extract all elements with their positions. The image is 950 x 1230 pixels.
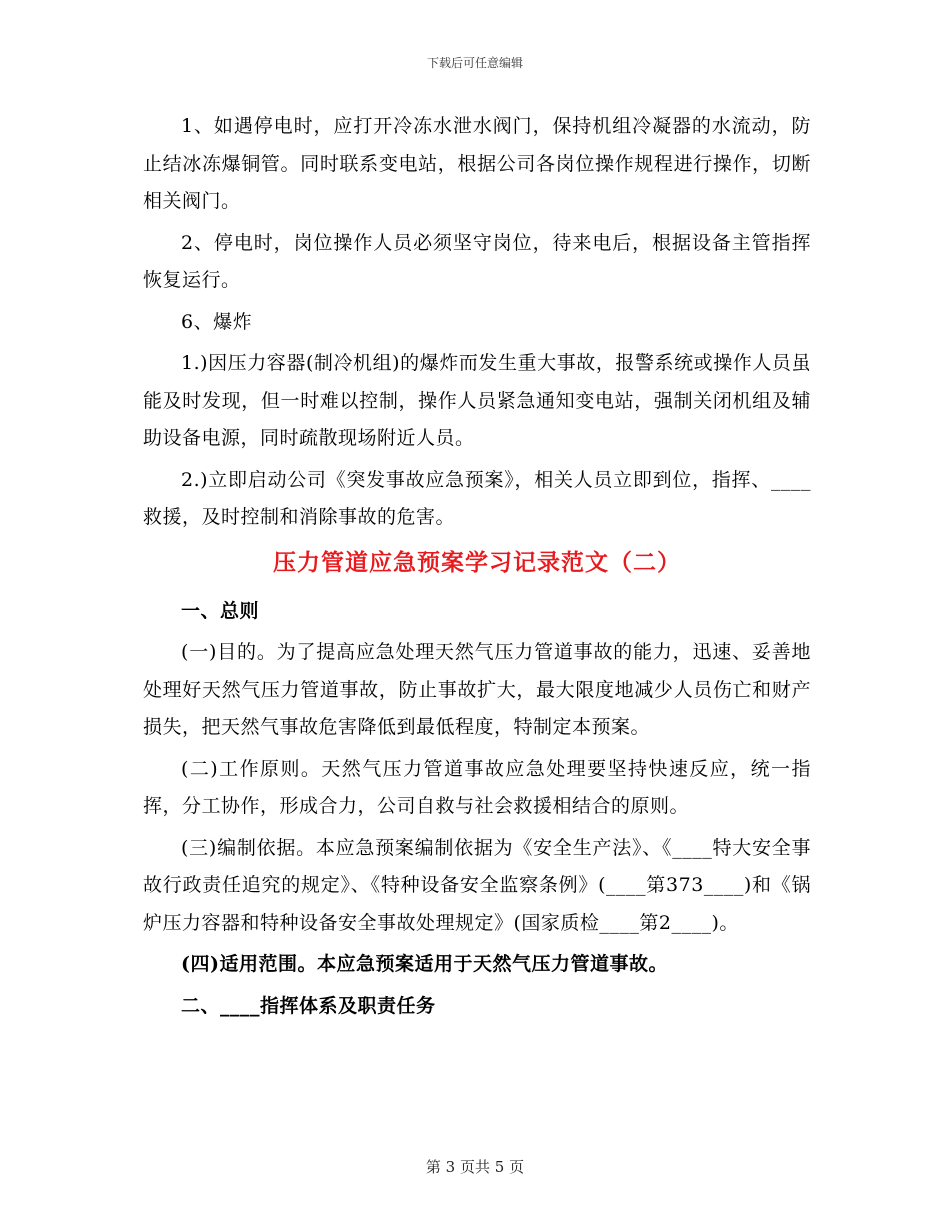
section-title: 压力管道应急预案学习记录范文（二） <box>273 549 681 576</box>
paragraph-explosion-2: 2.)立即启动公司《突发事故应急预案》，相关人员立即到位，指挥、____救援，及时控制和消除事故的危害。 <box>143 468 811 528</box>
paragraph-explosion-heading: 6、爆炸 <box>181 310 253 333</box>
paragraph-scope: (四)适用范围。本应急预案适用于天然气压力管道事故。 <box>181 953 668 975</box>
paragraph-power-outage-2: 2、停电时，岗位操作人员必须坚守岗位，待来电后，根据设备主管指挥恢复运行。 <box>143 231 811 291</box>
paragraph-basis: (三)编制依据。本应急预案编制依据为《安全生产法》、《____特大安全事故行政责任追究的规定》、《特种设备安全监察条例》(____第373____)和《锅炉压力容器和特种设备安全事故处理规定》(国家质检____第2____)。 <box>143 836 811 934</box>
paragraph-power-outage-1: 1、如遇停电时，应打开冷冻水泄水阀门，保持机组冷凝器的水流动，防止结冰冻爆铜管。同时联系变电站，根据公司各岗位操作规程进行操作，切断相关阀门。 <box>143 115 811 212</box>
paragraph-principles: (二)工作原则。天然气压力管道事故应急处理要坚持快速反应，统一指挥，分工协作，形成合力，公司自救与社会救援相结合的原则。 <box>143 757 811 817</box>
paragraph-general-heading: 一、总则 <box>181 599 260 622</box>
paragraph-purpose: (一)目的。为了提高应急处理天然气压力管道事故的能力，迅速、妥善地处理好天然气压力管道事故，防止事故扩大，最大限度地减少人员伤亡和财产损失，把天然气事故危害降低到最低程度，特制定本预案。 <box>143 641 811 738</box>
page-footer: 第 3 页共 5 页 <box>425 1158 525 1176</box>
document-body <box>143 108 811 1029</box>
paragraph-command-system-heading: 二、____指挥体系及职责任务 <box>181 994 436 1017</box>
paragraph-explosion-1: 1.)因压力容器(制冷机组)的爆炸而发生重大事故，报警系统或操作人员虽能及时发现，但一时难以控制，操作人员紧急通知变电站，强制关闭机组及辅助设备电源，同时疏散现场附近人员。 <box>143 352 811 449</box>
page-header: 下载后可任意编辑 <box>426 56 523 70</box>
